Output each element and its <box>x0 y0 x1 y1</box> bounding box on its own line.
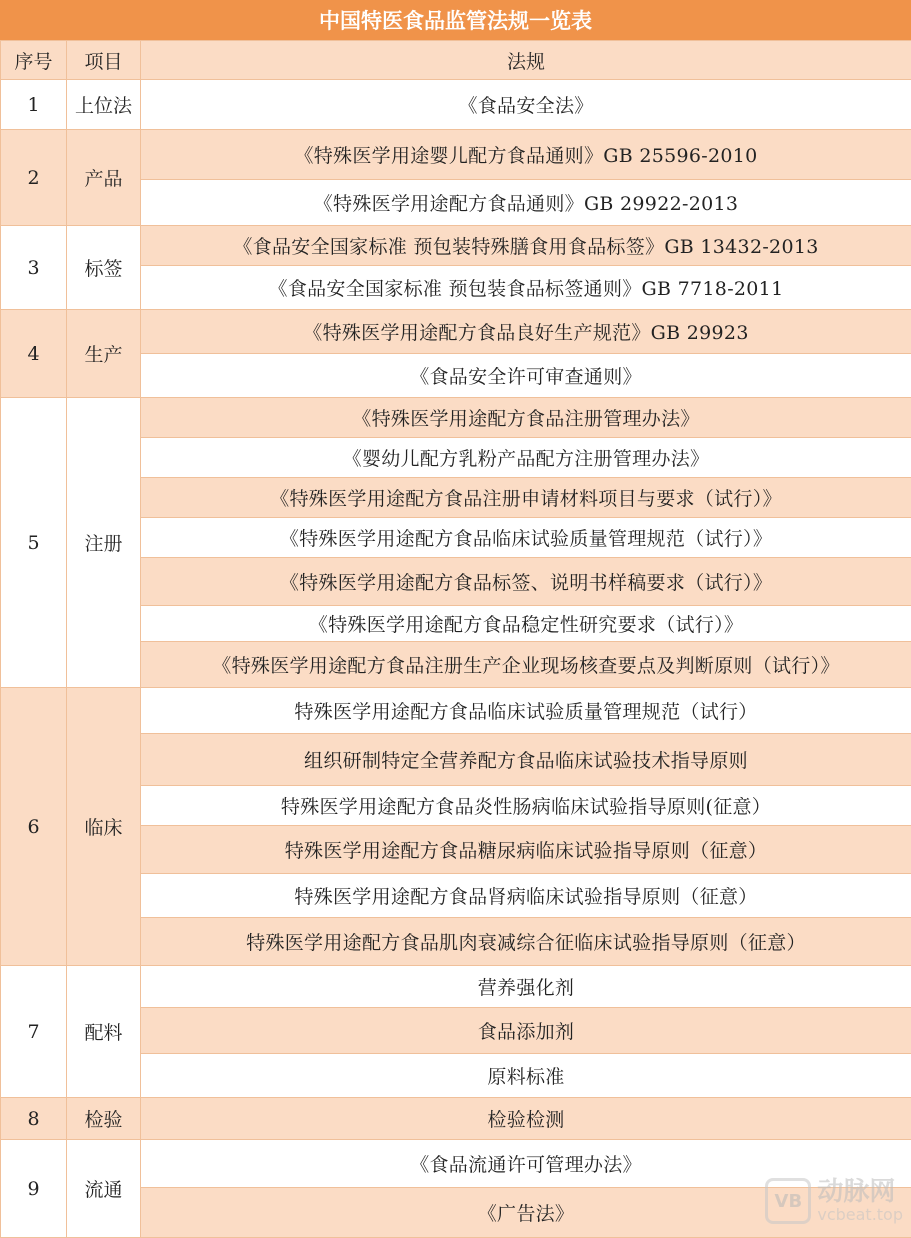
table-row <box>1 130 911 180</box>
table-row <box>1 398 911 438</box>
law-cell: 《食品安全法》 <box>141 80 911 130</box>
law-cell: 《特殊医学用途配方食品临床试验质量管理规范（试行）》 <box>141 518 911 558</box>
law-cell: 特殊医学用途配方食品肌肉衰减综合征临床试验指导原则（征意） <box>141 918 911 966</box>
watermark-name: 动脉网 <box>817 1179 903 1205</box>
item-cell: 检验 <box>67 1098 141 1140</box>
seq-cell: 1 <box>1 80 67 130</box>
law-cell: 《特殊医学用途配方食品注册申请材料项目与要求（试行）》 <box>141 478 911 518</box>
item-cell: 产品 <box>67 130 141 226</box>
table-body <box>1 80 911 1238</box>
seq-cell: 8 <box>1 1098 67 1140</box>
item-cell: 流通 <box>67 1140 141 1238</box>
header-seq: 序号 <box>1 41 67 80</box>
law-cell: 特殊医学用途配方食品炎性肠病临床试验指导原则(征意） <box>141 786 911 826</box>
law-cell: 营养强化剂 <box>141 966 911 1008</box>
seq-cell: 9 <box>1 1140 67 1238</box>
law-cell: 《特殊医学用途配方食品标签、说明书样稿要求（试行）》 <box>141 558 911 606</box>
item-cell: 生产 <box>67 310 141 398</box>
law-cell: 《特殊医学用途配方食品通则》GB 29922-2013 <box>141 180 911 226</box>
item-cell: 标签 <box>67 226 141 310</box>
law-cell: 《特殊医学用途配方食品良好生产规范》GB 29923 <box>141 310 911 354</box>
law-cell: 《特殊医学用途婴儿配方食品通则》GB 25596-2010 <box>141 130 911 180</box>
header-row <box>1 41 911 80</box>
regulations-table <box>0 40 911 1238</box>
table-row <box>1 688 911 734</box>
item-cell: 配料 <box>67 966 141 1098</box>
header-item: 项目 <box>67 41 141 80</box>
table-row <box>1 80 911 130</box>
law-cell: 《广告法》 <box>141 1188 911 1238</box>
table-row <box>1 1140 911 1188</box>
vcbeat-logo-icon: VB <box>765 1178 811 1224</box>
law-cell: 《食品安全国家标准 预包装食品标签通则》GB 7718-2011 <box>141 266 911 310</box>
table-row <box>1 966 911 1008</box>
law-cell: 食品添加剂 <box>141 1008 911 1054</box>
seq-cell: 7 <box>1 966 67 1098</box>
law-cell: 特殊医学用途配方食品肾病临床试验指导原则（征意） <box>141 874 911 918</box>
item-cell: 上位法 <box>67 80 141 130</box>
table-row <box>1 310 911 354</box>
seq-cell: 4 <box>1 310 67 398</box>
law-cell: 《特殊医学用途配方食品注册生产企业现场核查要点及判断原则（试行）》 <box>141 642 911 688</box>
law-cell: 《特殊医学用途配方食品注册管理办法》 <box>141 398 911 438</box>
law-cell: 《食品安全许可审查通则》 <box>141 354 911 398</box>
seq-cell: 2 <box>1 130 67 226</box>
item-cell: 临床 <box>67 688 141 966</box>
law-cell: 《特殊医学用途配方食品稳定性研究要求（试行）》 <box>141 606 911 642</box>
watermark-site: vcbeat.top <box>817 1207 903 1223</box>
law-cell: 《食品流通许可管理办法》 <box>141 1140 911 1188</box>
table-row <box>1 226 911 266</box>
law-cell: 特殊医学用途配方食品临床试验质量管理规范（试行） <box>141 688 911 734</box>
seq-cell: 5 <box>1 398 67 688</box>
law-cell: 特殊医学用途配方食品糖尿病临床试验指导原则（征意） <box>141 826 911 874</box>
table-title: 中国特医食品监管法规一览表 <box>0 0 911 40</box>
seq-cell: 6 <box>1 688 67 966</box>
law-cell: 组织研制特定全营养配方食品临床试验技术指导原则 <box>141 734 911 786</box>
law-cell: 检验检测 <box>141 1098 911 1140</box>
item-cell: 注册 <box>67 398 141 688</box>
seq-cell: 3 <box>1 226 67 310</box>
law-cell: 《食品安全国家标准 预包装特殊膳食用食品标签》GB 13432-2013 <box>141 226 911 266</box>
law-cell: 原料标准 <box>141 1054 911 1098</box>
header-law: 法规 <box>141 41 911 80</box>
table-row <box>1 1098 911 1140</box>
law-cell: 《婴幼儿配方乳粉产品配方注册管理办法》 <box>141 438 911 478</box>
